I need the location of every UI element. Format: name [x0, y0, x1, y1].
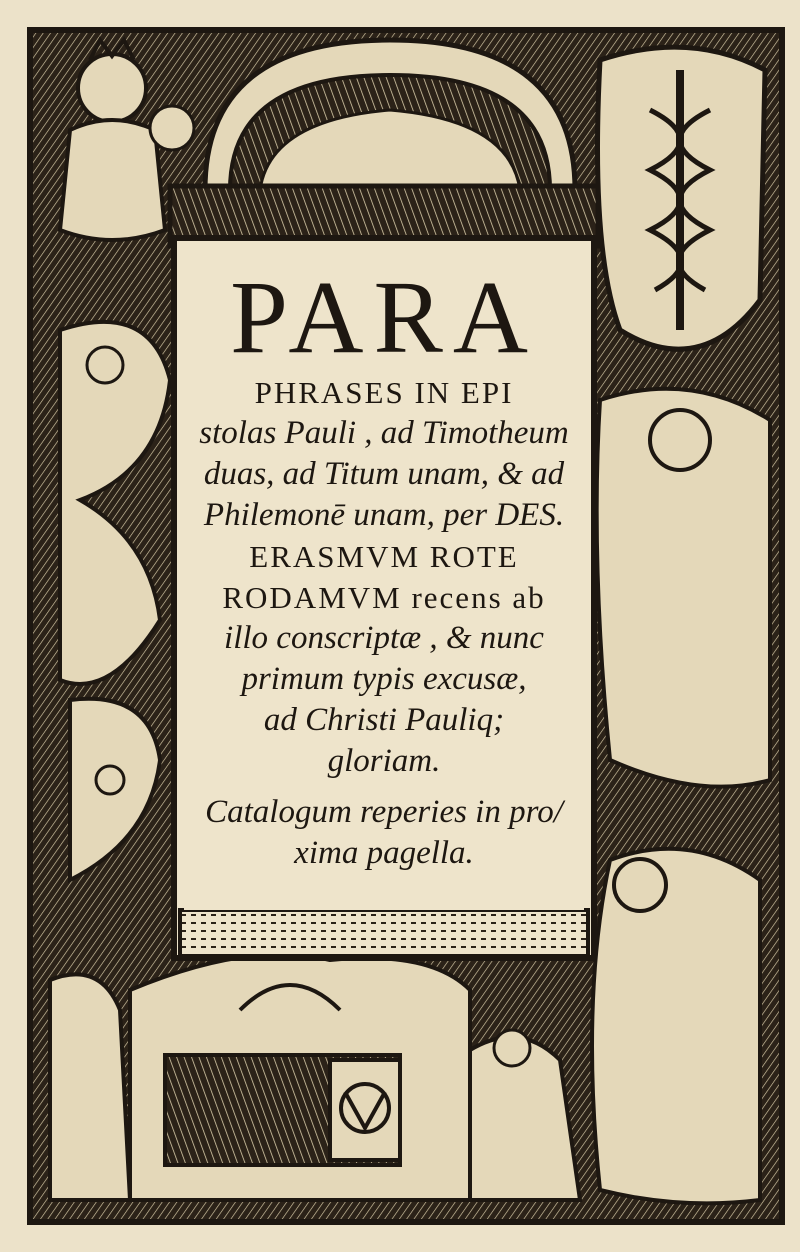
altar-icon	[130, 954, 470, 1200]
catalog-line-2: xima pagella.	[294, 835, 474, 871]
catalog-line-1: Catalogum reperies in pro/	[205, 794, 563, 830]
main-title: PARA	[230, 260, 538, 375]
text-line-1: PHRASES IN EPI	[254, 375, 514, 410]
caduceus-icon	[598, 47, 766, 349]
text-line-7: illo conscriptæ , & nunc	[224, 620, 544, 656]
text-line-9: ad Christi Pauliq;	[263, 702, 505, 738]
text-line-6: RODAMVM recens ab	[222, 580, 546, 615]
text-line-8: primum typis excusæ,	[241, 661, 527, 697]
text-line-4: Philemonē unam, per DES.	[203, 497, 565, 533]
text-line-10: gloriam.	[327, 743, 441, 779]
title-plate	[184, 242, 584, 910]
text-line-2: stolas Pauli , ad Timotheum	[199, 415, 569, 451]
text-line-5: ERASMVM ROTE	[249, 539, 519, 574]
text-line-3: duas, ad Titum unam, & ad	[203, 456, 565, 492]
